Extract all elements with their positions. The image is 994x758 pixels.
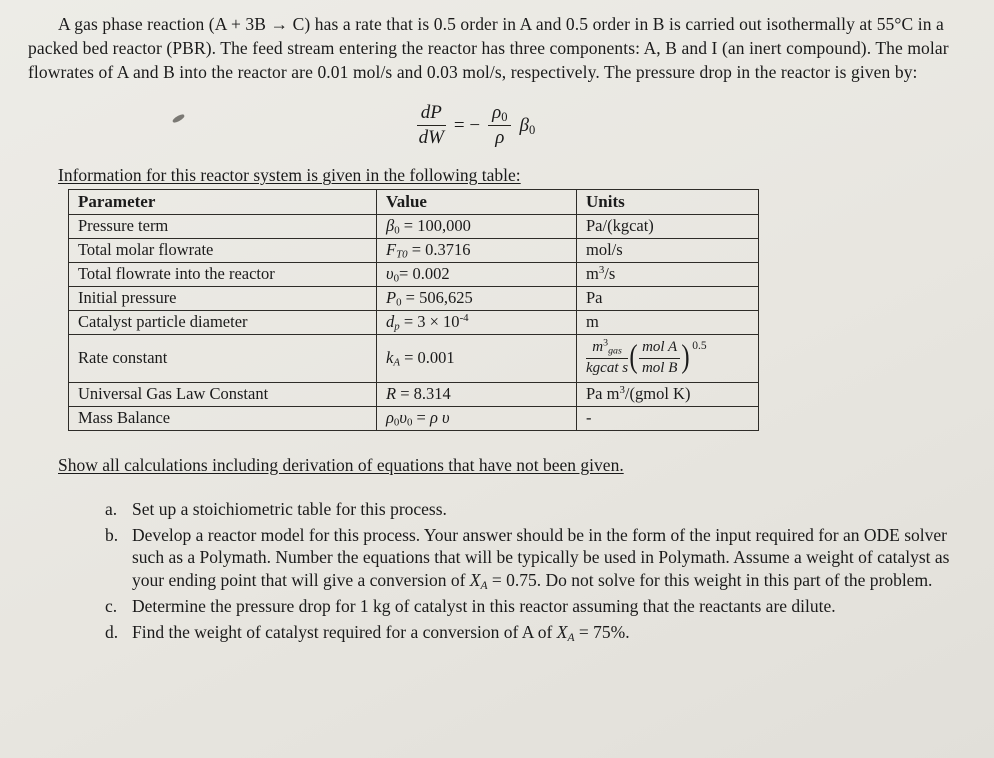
- param-cell: Initial pressure: [69, 287, 377, 311]
- list-item: [105, 498, 964, 521]
- table-row: [69, 311, 759, 335]
- param-cell: Rate constant: [69, 335, 377, 383]
- param-cell: Pressure term: [69, 215, 377, 239]
- table-intro: Information for this reactor system is given in the following table:: [58, 165, 521, 186]
- value-cell: $\beta_0 = 100,000$: [377, 215, 577, 239]
- item-text: Determine the pressure drop for 1 kg of catalyst in this reactor assuming that the reactants are dilute.: [132, 595, 836, 616]
- equation-lhs-numerator: dP: [417, 102, 446, 126]
- units-mass-numerator: $m^3_{gas}$: [586, 339, 628, 358]
- value-cell: R = 8.314: [377, 382, 577, 406]
- left-paren: (: [629, 339, 638, 376]
- table-row: [69, 406, 759, 430]
- table-row: [69, 263, 759, 287]
- question-list: [105, 498, 964, 644]
- units-mol-numerator: mol A: [639, 339, 680, 358]
- list-item: [105, 595, 964, 618]
- units-mass-fraction: [586, 339, 628, 377]
- equation-rhs-fraction: [488, 102, 511, 149]
- equation-rhs-numerator: $\rho_0$: [488, 102, 511, 126]
- item-label: d.: [105, 621, 119, 642]
- table-row: [69, 335, 759, 383]
- header-parameter: Parameter: [69, 190, 377, 215]
- units-cell: m: [577, 311, 759, 335]
- intro-paragraph: A gas phase reaction (A + 3B → C) has a rate that is 0.5 order in A and 0.5 order in B is carried out isothermally at 55°C in a packed bed reactor (PBR). The feed stream entering the reactor has three components: A, B and I (an inert compound). The molar flowrates of A and B into the reactor are 0.01 mol/s and 0.03 mol/s, respectively. The pressure drop in the reactor is given by:: [28, 14, 949, 82]
- parameters-table: [68, 189, 759, 431]
- header-value: Value: [377, 190, 577, 215]
- rate-constant-units: [586, 336, 707, 380]
- table-row: [69, 382, 759, 406]
- table-row: [69, 215, 759, 239]
- equals-minus-sign: = −: [453, 114, 481, 136]
- show-all-note: Show all calculations including derivation of equations that have not been given.: [58, 454, 624, 475]
- value-cell: $\upsilon_0= 0.002$: [377, 263, 577, 287]
- equation-lhs-fraction: [417, 102, 446, 149]
- param-cell: Total flowrate into the reactor: [69, 263, 377, 287]
- units-cell: mol/s: [577, 239, 759, 263]
- list-item: [105, 621, 964, 644]
- param-cell: Total molar flowrate: [69, 239, 377, 263]
- units-cell: Pa $m^3/(gmol$ K): [577, 382, 759, 406]
- units-mol-denominator: mol B: [641, 359, 678, 376]
- value-cell: $\rho_0\upsilon_0 = \rho$ υ: [377, 406, 577, 430]
- item-label: a.: [105, 498, 118, 519]
- units-mol-ratio-fraction: [639, 339, 680, 377]
- equation-rhs-denominator: ρ: [495, 127, 505, 149]
- units-cell: Pa: [577, 287, 759, 311]
- units-cell: Pa/(kgcat): [577, 215, 759, 239]
- value-cell: $d_p = 3 \times 10^{-4}$: [377, 311, 577, 335]
- table-row: [69, 287, 759, 311]
- param-cell: Mass Balance: [69, 406, 377, 430]
- item-label: b.: [105, 524, 119, 545]
- header-units: Units: [577, 190, 759, 215]
- item-text: Find the weight of catalyst required for a conversion of A of $X_A = 75\%$.: [132, 621, 630, 644]
- param-cell: Universal Gas Law Constant: [69, 382, 377, 406]
- table-header-row: [69, 190, 759, 215]
- value-cell: $P_0 = 506,625$: [377, 287, 577, 311]
- exponent-0-5: 0.5: [692, 340, 707, 353]
- item-text: Develop a reactor model for this process. Your answer should be in the form of the input required for an ODE solver such as a Polymath. Number the equations that will be typically be used in Polymath. Assume a weight of catalyst as your ending point that will give a conversion of $X_A = 0.75$. Do not solve for this weight in this part of the problem.: [132, 524, 950, 593]
- value-cell: $k_A = 0.001$: [377, 335, 577, 383]
- table-row: [69, 239, 759, 263]
- pressure-drop-equation: [28, 102, 924, 149]
- item-label: c.: [105, 595, 118, 616]
- item-text: Set up a stoichiometric table for this process.: [132, 498, 447, 519]
- beta-coefficient: $\beta_0$: [519, 114, 536, 138]
- units-mass-denominator: kgcat s: [586, 359, 629, 376]
- list-item: [105, 524, 964, 592]
- right-paren: ): [681, 339, 690, 376]
- value-cell: $F_{T0} = 0.3716$: [377, 239, 577, 263]
- units-cell: [577, 335, 759, 383]
- units-cell: -: [577, 406, 759, 430]
- units-cell: $m^3/s$: [577, 263, 759, 287]
- param-cell: Catalyst particle diameter: [69, 311, 377, 335]
- equation-lhs-denominator: dW: [418, 127, 444, 149]
